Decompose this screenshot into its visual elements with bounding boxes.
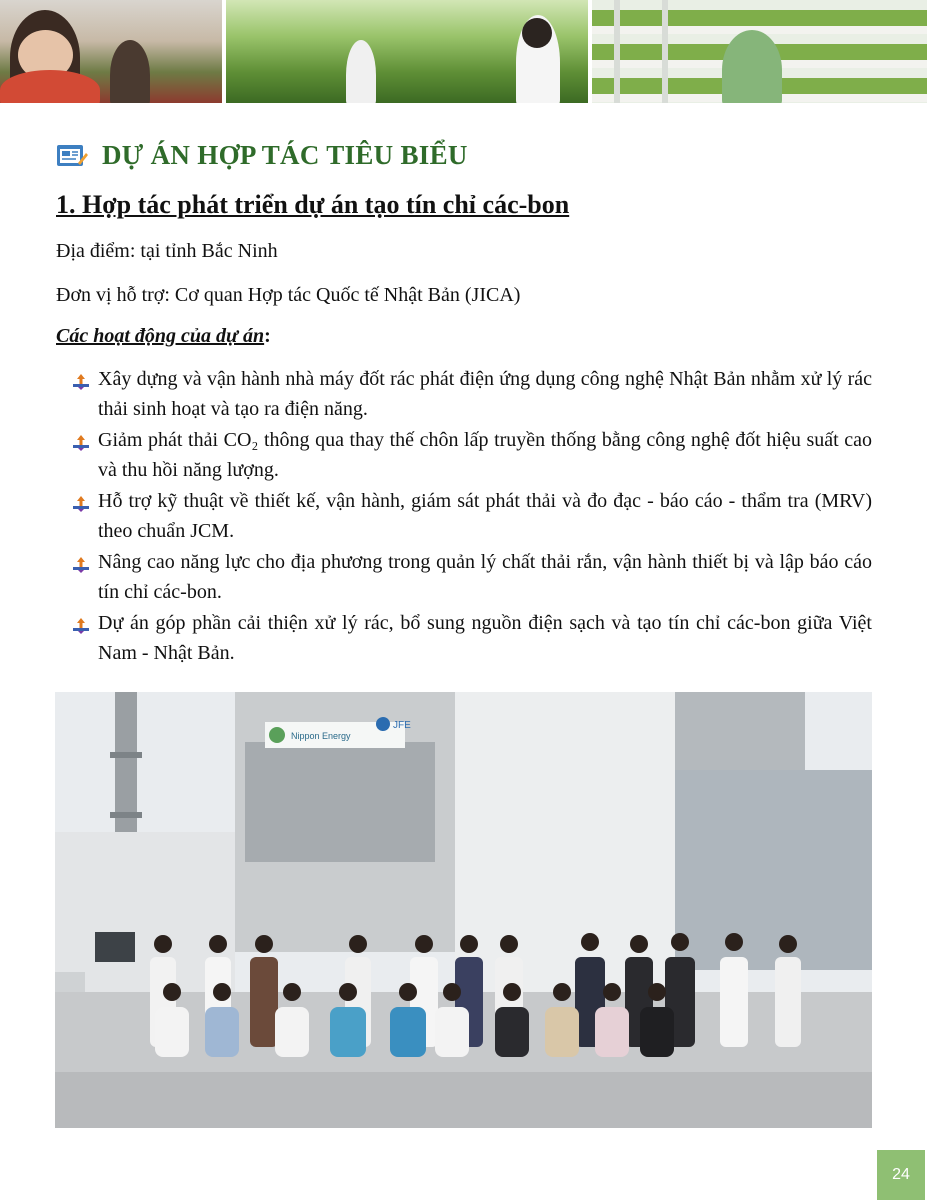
sign-right-text: JFE xyxy=(393,720,411,731)
activities-list xyxy=(72,364,872,669)
activities-label-text: Các hoạt động của dự án xyxy=(56,325,265,347)
header-photo-greenhouse xyxy=(226,0,588,103)
activities-label-colon: : xyxy=(264,325,271,347)
list-item xyxy=(72,486,872,546)
list-item xyxy=(72,547,872,607)
list-item xyxy=(72,364,872,424)
section-title: DỰ ÁN HỢP TÁC TIÊU BIỂU xyxy=(102,140,468,170)
project-sponsor: Đơn vị hỗ trợ: Cơ quan Hợp tác Quốc tế Nhật Bản (JICA) xyxy=(56,284,521,306)
project-group-photo xyxy=(55,692,872,1128)
arrow-bullet-icon xyxy=(72,431,90,449)
project-location: Địa điểm: tại tỉnh Bắc Ninh xyxy=(56,240,278,262)
project-title: 1. Hợp tác phát triển dự án tạo tín chỉ các-bon xyxy=(56,190,570,219)
arrow-bullet-icon xyxy=(72,370,90,388)
activity-text: Hỗ trợ kỹ thuật về thiết kế, vận hành, giám sát phát thải và đo đạc - báo cáo - thẩm tra (MRV) theo chuẩn JCM. xyxy=(98,490,872,542)
section-heading xyxy=(56,140,468,171)
activity-text: Xây dựng và vận hành nhà máy đốt rác phát điện ứng dụng công nghệ Nhật Bản nhằm xử lý rác thải sinh hoạt và tạo ra điện năng. xyxy=(98,368,872,420)
sign-left-text: Nippon Energy xyxy=(291,731,351,741)
list-item xyxy=(72,425,872,485)
activity-text: Giảm phát thải CO₂ thông qua thay thế chôn lấp truyền thống bằng công nghệ đốt hiệu suất cao và thu hồi năng lượng. xyxy=(98,429,872,481)
arrow-bullet-icon xyxy=(72,553,90,571)
list-item xyxy=(72,608,872,668)
header-photo-students xyxy=(0,0,222,103)
activity-text: Nâng cao năng lực cho địa phương trong quản lý chất thải rắn, vận hành thiết bị và lập báo cáo tín chỉ các-bon. xyxy=(98,551,872,603)
arrow-bullet-icon xyxy=(72,492,90,510)
header-photo-vertical-farm xyxy=(592,0,927,103)
page-number: 24 xyxy=(877,1150,925,1200)
header-photo-strip xyxy=(0,0,927,103)
arrow-bullet-icon xyxy=(72,614,90,632)
document-edit-icon xyxy=(56,143,88,169)
activities-heading xyxy=(56,325,271,348)
activity-text: Dự án góp phần cải thiện xử lý rác, bổ sung nguồn điện sạch và tạo tín chỉ các-bon giữa Việt Nam - Nhật Bản. xyxy=(98,612,872,664)
